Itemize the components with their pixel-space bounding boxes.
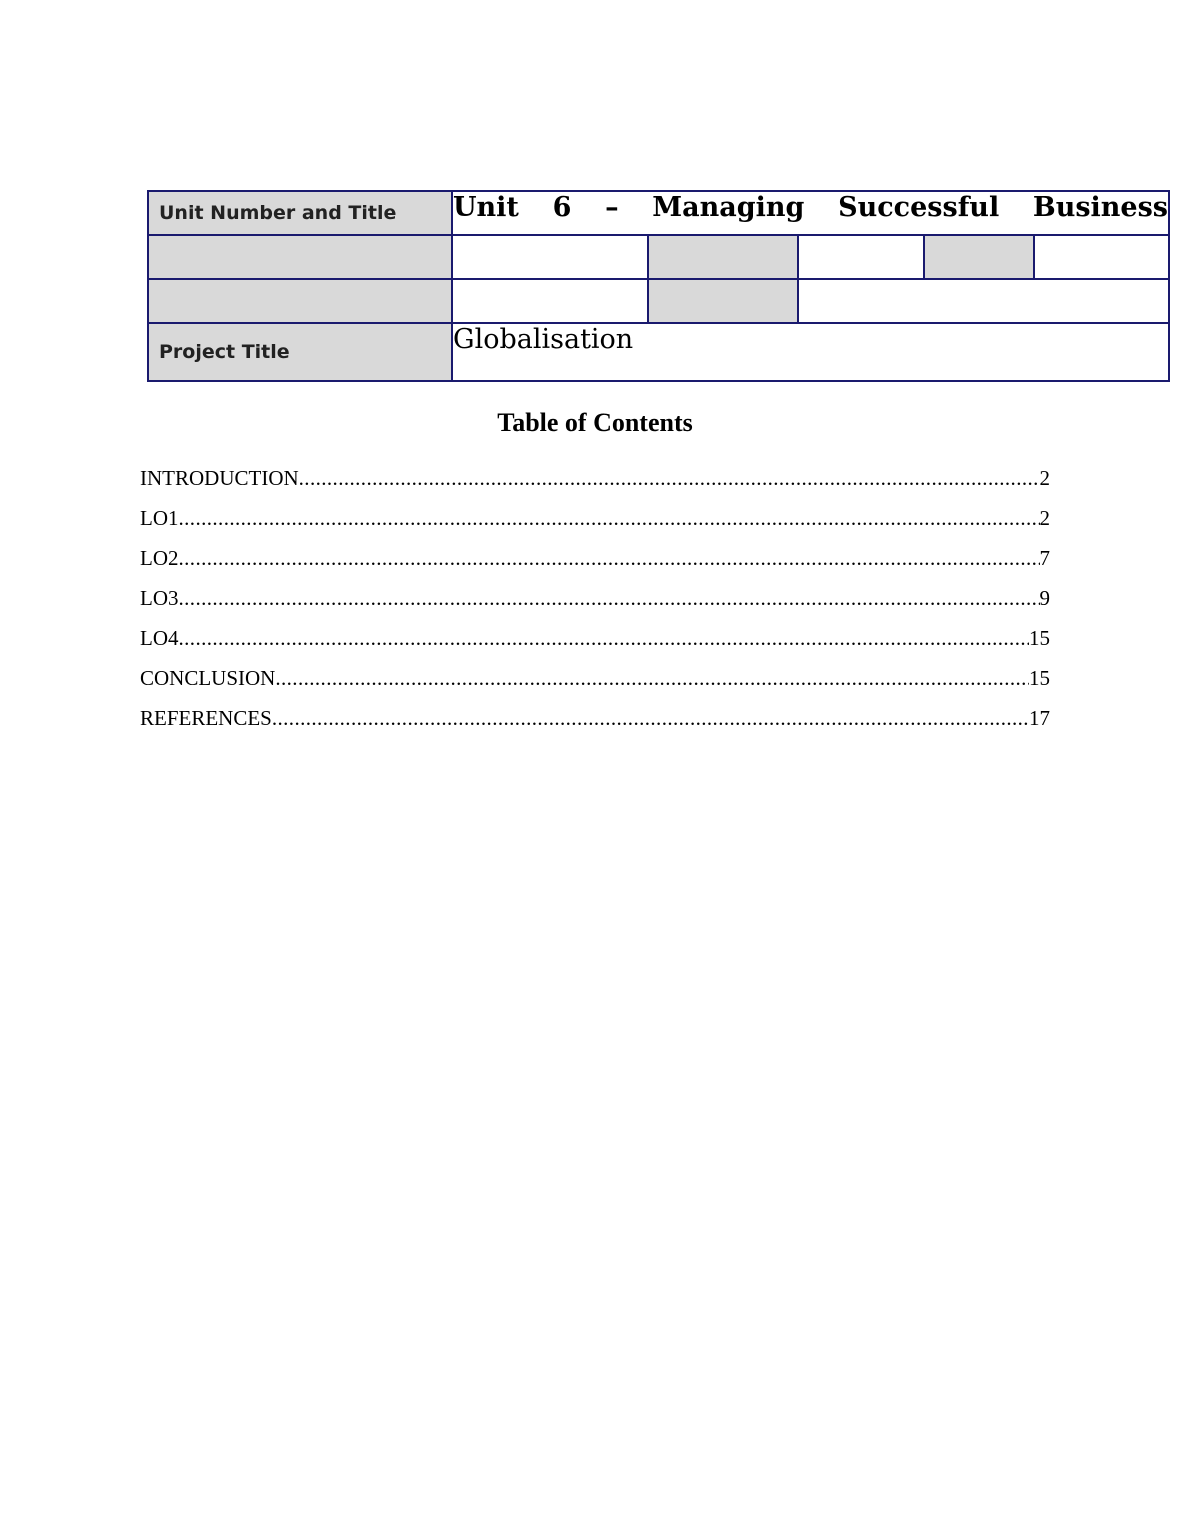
blank-label-cell-2 [148,279,452,323]
toc-leader-dots [275,666,1029,691]
unit-label: Unit Number and Title [148,191,452,235]
cover-table [147,190,1170,382]
toc-entry-title: LO2 [140,546,179,570]
toc-entry-page: 15 [1029,626,1050,650]
unit-title: Unit 6 – Managing Successful Business [453,192,1169,223]
project-row [148,323,1169,381]
blank-value-cell-2b [798,279,1169,323]
toc-entry-introduction[interactable] [140,466,1050,506]
toc-entry-title: INTRODUCTION [140,466,299,490]
toc-leader-dots [179,586,1040,611]
blank-value-cell-1b [798,235,924,279]
toc-entry-page: 15 [1029,666,1050,690]
toc-entry-page: 2 [1039,506,1050,530]
unit-title-cell [452,191,1169,235]
blank-row-2 [148,279,1169,323]
unit-row [148,191,1169,235]
toc-entry-lo3[interactable] [140,586,1050,626]
project-label: Project Title [148,323,452,381]
project-title: Globalisation [452,323,1169,381]
toc-entry-title: CONCLUSION [140,666,276,690]
toc-leader-dots [179,626,1030,651]
blank-value-cell-2a [452,279,648,323]
blank-label-cell-1b [648,235,798,279]
toc-entry-title: LO3 [140,586,179,610]
blank-label-cell-2b [648,279,798,323]
blank-row-1 [148,235,1169,279]
toc-entry-page: 2 [1039,466,1050,490]
toc-entry-page: 9 [1039,586,1050,610]
toc-entry-lo1[interactable] [140,506,1050,546]
toc-entry-title: LO4 [140,626,179,650]
toc-list [140,466,1050,746]
toc-leader-dots [299,466,1040,491]
blank-value-cell-1c [1034,235,1169,279]
toc-leader-dots [179,546,1040,571]
toc-entry-title: LO1 [140,506,179,530]
toc-leader-dots [179,506,1040,531]
toc-entry-page: 7 [1039,546,1050,570]
toc-entry-page: 17 [1029,706,1050,730]
toc-entry-references[interactable] [140,706,1050,746]
toc-entry-lo4[interactable] [140,626,1050,666]
blank-label-cell-1 [148,235,452,279]
toc-heading: Table of Contents [497,408,693,437]
toc-entry-lo2[interactable] [140,546,1050,586]
toc-entry-title: REFERENCES [140,706,272,730]
toc-entry-conclusion[interactable] [140,666,1050,706]
toc-leader-dots [272,706,1029,731]
blank-label-cell-1c [924,235,1034,279]
blank-value-cell-1a [452,235,648,279]
